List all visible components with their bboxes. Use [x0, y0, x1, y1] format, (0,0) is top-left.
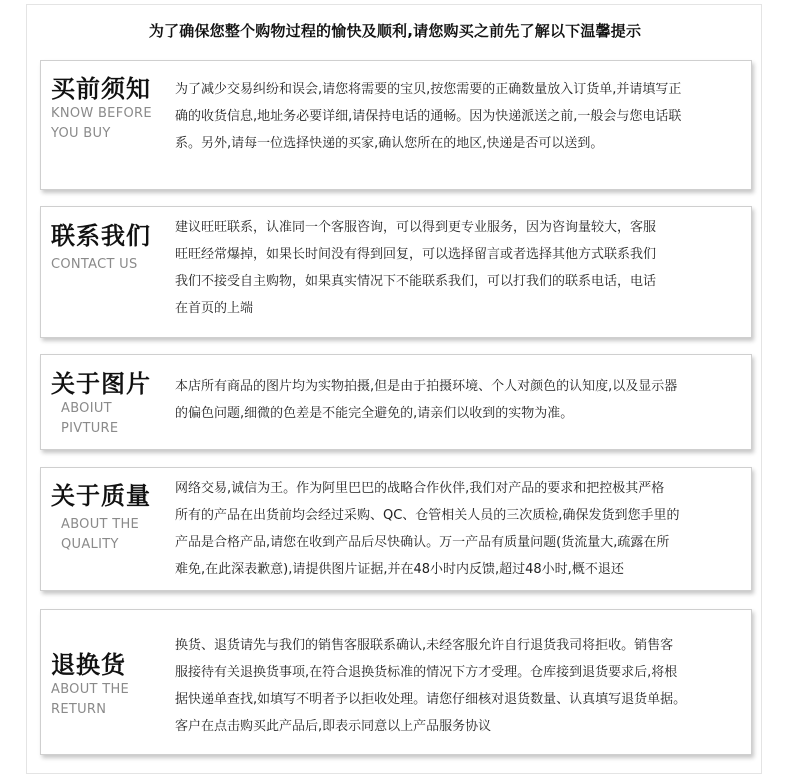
body-line: 产品是合格产品,请您在收到产品后尽快确认。万一产品有质量问题(货流量大,疏露在所	[175, 535, 670, 550]
section-title: 关于质量	[51, 482, 151, 510]
section-body	[175, 214, 743, 322]
body-line: 确的收货信息,地址务必要详细,请保持电话的通畅。因为快递派送之前,一般会与您电话联	[175, 109, 682, 124]
section-subtitle-line: ABOUT THE	[51, 682, 130, 697]
section-know-before-you-buy	[40, 60, 752, 190]
section-subtitle-line: PIVTURE	[61, 421, 119, 436]
section-title-block	[51, 369, 151, 439]
body-line: 难免,在此深表歉意),请提供图片证据,并在48小时内反馈,超过48小时,概不退还	[175, 562, 624, 577]
section-contact-us	[40, 206, 752, 338]
section-subtitle-line: RETURN	[51, 702, 107, 717]
body-line: 在首页的上端	[175, 301, 254, 316]
body-line: 为了减少交易纠纷和误会,请您将需要的宝贝,按您需要的正确数量放入订货单,并请填写正	[175, 82, 682, 97]
section-title-block	[51, 481, 151, 555]
section-subtitle-line: ABOIUT	[61, 401, 112, 416]
body-line: 的偏色问题,细微的色差是不能完全避免的,请亲们以收到的实物为准。	[175, 406, 574, 421]
section-body	[175, 373, 743, 427]
section-return	[40, 609, 752, 755]
section-title: 退换货	[51, 651, 126, 679]
section-body	[175, 76, 743, 157]
section-subtitle-line: ABOUT THE	[61, 517, 140, 532]
section-about-quality	[40, 467, 752, 591]
section-title: 联系我们	[51, 222, 151, 250]
section-body	[175, 632, 743, 740]
section-title: 关于图片	[51, 370, 151, 398]
body-line: 网络交易,诚信为王。作为阿里巴巴的战略合作伙伴,我们对产品的要求和把控极其严格	[175, 481, 665, 496]
section-about-picture	[40, 354, 752, 450]
section-title-block	[51, 221, 151, 275]
section-title-block	[51, 74, 152, 144]
section-subtitle-line: YOU BUY	[51, 126, 111, 141]
body-line: 据快递单查找,如填写不明者予以拒收处理。请您仔细核对退货数量、认真填写退货单据。	[175, 692, 687, 707]
body-line: 客户在点击购买此产品后,即表示同意以上产品服务协议	[175, 719, 492, 734]
section-subtitle-line: CONTACT US	[51, 257, 138, 272]
body-line: 系。另外,请每一位选择快递的买家,确认您所在的地区,快递是否可以送到。	[175, 136, 604, 151]
section-title-block	[51, 650, 129, 720]
body-line: 建议旺旺联系，认准同一个客服咨询，可以得到更专业服务，因为咨询量较大，客服	[175, 220, 657, 235]
page-title: 为了确保您整个购物过程的愉快及顺利,请您购买之前先了解以下温馨提示	[148, 22, 642, 40]
body-line: 我们不接受自主购物，如果真实情况下不能联系我们，可以打我们的联系电话，电话	[175, 274, 657, 289]
section-body	[175, 475, 743, 583]
body-line: 所有的产品在出货前均会经过采购、QC、仓管相关人员的三次质检,确保发货到您手里的	[175, 508, 680, 523]
section-subtitle-line: KNOW BEFORE	[51, 106, 152, 121]
section-title: 买前须知	[51, 75, 151, 103]
section-subtitle-line: QUALITY	[61, 537, 119, 552]
body-line: 旺旺经常爆掉，如果长时间没有得到回复，可以选择留言或者选择其他方式联系我们	[175, 247, 657, 262]
body-line: 本店所有商品的图片均为实物拍摄,但是由于拍摄环境、个人对颜色的认知度,以及显示器	[175, 379, 678, 394]
body-line: 服接待有关退换货事项,在符合退换货标准的情况下方才受理。仓库接到退货要求后,将根	[175, 665, 678, 680]
body-line: 换货、退货请先与我们的销售客服联系确认,未经客服允许自行退货我司将拒收。销售客	[175, 638, 674, 653]
